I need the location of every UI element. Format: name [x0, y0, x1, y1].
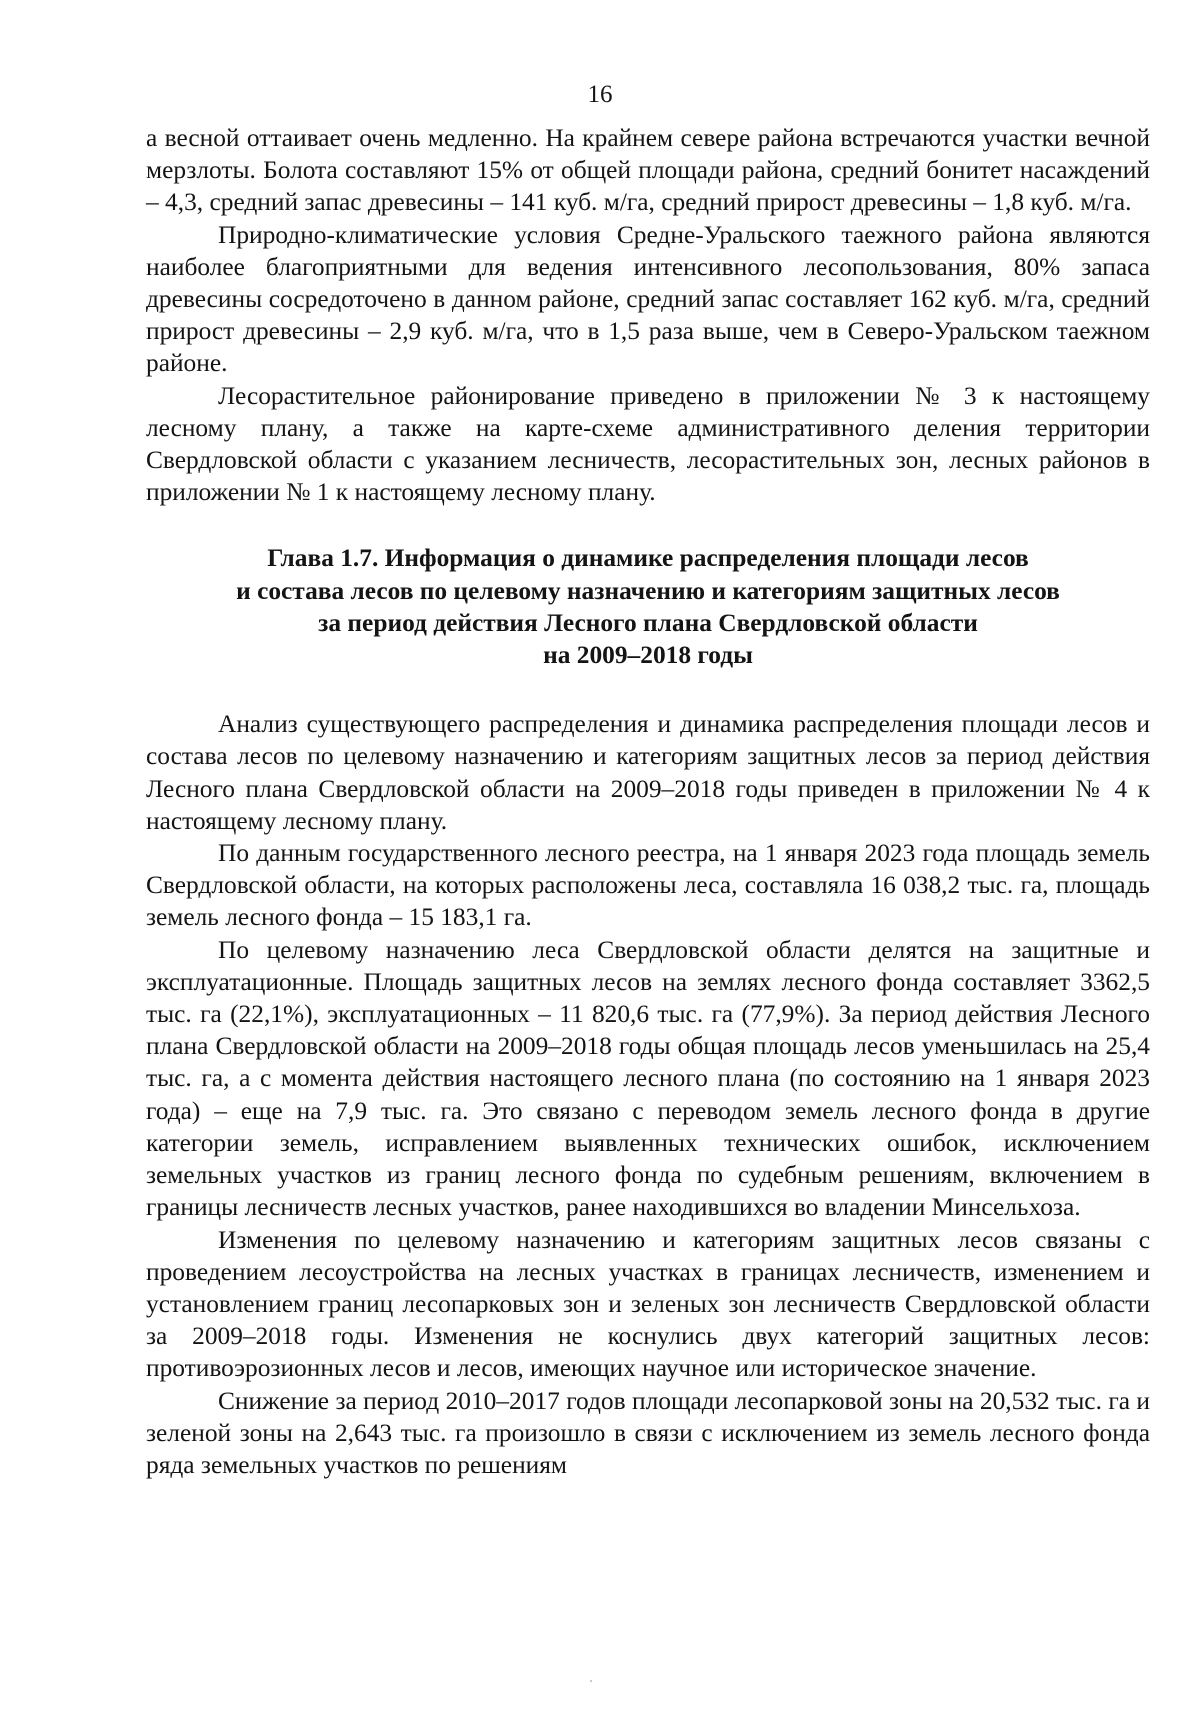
paragraph-analysis: Анализ существующего распределения и динамика распределения площади лесов и состава лесов по целевому назначению и категориям защитных лесов за период действия Лесного плана Свердловской области на 2009–2018 годы приведен в приложении № 4 к настоящему лесному плану.	[146, 710, 1150, 835]
page-number: 16	[587, 81, 613, 108]
paragraph-continuation: а весной оттаивает очень медленно. На крайнем севере района встречаются участки вечной мерзлоты. Болота составляют 15% от общей площади района, средний бонитет насаждений – 4,3, средний запас древесины – 141 куб. м/га, средний прирост древесины – 1,8 куб. м/га.	[146, 124, 1150, 217]
paragraph-category-changes: Изменения по целевому назначению и категориям защитных лесов связаны с проведением лесоустройства на лесных участках в границах лесничеств, изменением и установлением границ лесопарковых зон и зеленых зон лесничеств Свердловской области за 2009–2018 годы. Изменения не коснулись двух категорий защитных лесов: противоэрозионных лесов и лесов, имеющих научное или историческое значение.	[146, 1225, 1150, 1383]
paragraph-intended-purpose: По целевому назначению леса Свердловской области делятся на защитные и эксплуатационные. Площадь защитных лесов на землях лесного фонда составляет 3362,5 тыс. га (22,1%), эксплуатационных – 11 820,6 тыс. га (77,9%). За период действия Лесного плана Свердловской области на 2009–2018 годы общая площадь лесов уменьшилась на 25,4 тыс. га, а с момента действия настоящего лесного плана (по состоянию на 1 января 2023 года) – еще на 7,9 тыс. га. Это связано с переводом земель лесного фонда в другие категории земель, исправлением выявленных технических ошибок, исключением земельных участков из границ лесного фонда по судебным решениям, включением в границы лесничеств лесных участков, ранее находившихся во владении Минсельхоза.	[146, 935, 1150, 1222]
chapter-heading-line: и состава лесов по целевому назначению и категориям защитных лесов	[236, 576, 1060, 605]
paragraph-forest-zoning: Лесорастительное районирование приведено в приложении № 3 к настоящему лесному плану, а также на карте-схеме административного деления территории Свердловской области с указанием лесничеств, лесорастительных зон, лесных районов в приложении № 1 к настоящему лесному плану.	[146, 381, 1150, 507]
chapter-heading-line: на 2009–2018 годы	[543, 641, 753, 670]
paragraph-state-registry: По данным государственного лесного реестра, на 1 января 2023 года площадь земель Свердловской области, на которых расположены леса, составляла 16 038,2 тыс. га, площадь земель лесного фонда – 15 183,1 га.	[146, 839, 1150, 932]
chapter-heading	[146, 542, 1150, 671]
paragraph-climate-conditions: Природно-климатические условия Средне-Уральского таежного района являются наиболее благоприятными для ведения интенсивного лесопользования, 80% запаса древесины сосредоточено в данном районе, средний запас составляет 162 куб. м/га, средний прирост древесины – 2,9 куб. м/га, что в 1,5 раза выше, чем в Северо-Уральском таежном районе.	[146, 220, 1150, 378]
chapter-heading-line: за период действия Лесного плана Свердловской области	[318, 608, 978, 637]
scan-artifact	[590, 1680, 592, 1682]
document-body	[146, 122, 1150, 1481]
paragraph-forest-park-reduction: Снижение за период 2010–2017 годов площади лесопарковой зоны на 20,532 тыс. га и зеленой зоны на 2,643 тыс. га произошло в связи с исключением из земель лесного фонда ряда земельных участков по решениям	[146, 1386, 1150, 1479]
chapter-heading-line: Глава 1.7. Информация о динамике распределения площади лесов	[267, 544, 1029, 573]
